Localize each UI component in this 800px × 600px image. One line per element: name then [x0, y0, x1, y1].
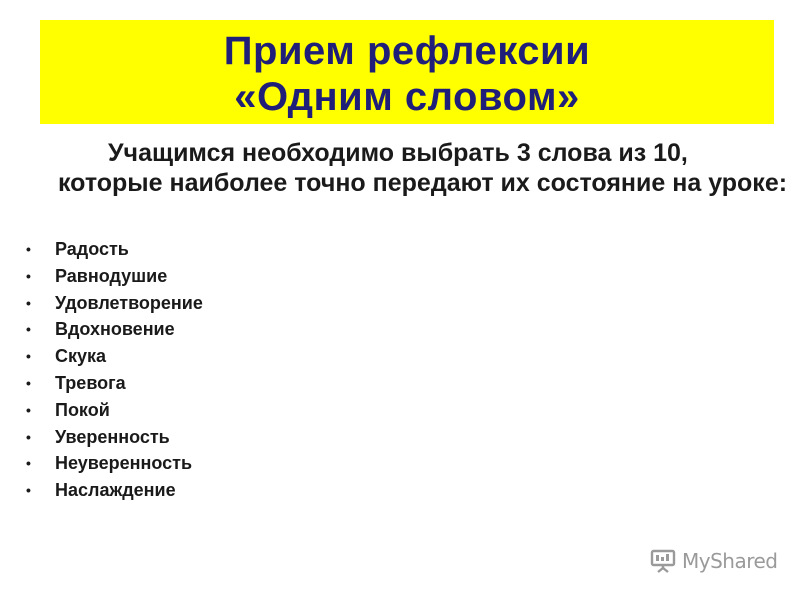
bullet-icon: • — [26, 401, 31, 418]
list-item — [22, 316, 203, 343]
bullet-icon: • — [26, 482, 31, 499]
slide-title-line-1: Прием рефлексии — [223, 29, 591, 73]
list-item-label: Уверенность — [55, 426, 170, 447]
bullet-icon: • — [26, 294, 31, 311]
emotion-word-list — [22, 236, 203, 504]
list-item — [22, 450, 203, 477]
title-banner — [40, 20, 774, 124]
list-item-label: Неуверенность — [55, 453, 193, 474]
list-item — [22, 290, 203, 317]
list-item-label: Равнодушие — [55, 265, 168, 286]
bullet-icon: • — [26, 455, 31, 472]
myshared-watermark — [650, 546, 778, 576]
slide-title-line-2: «Одним словом» — [234, 75, 580, 119]
list-item — [22, 263, 203, 290]
list-item-label: Скука — [55, 346, 107, 367]
list-item — [22, 397, 203, 424]
bullet-icon: • — [26, 428, 31, 445]
bullet-icon: • — [26, 374, 31, 391]
list-item — [22, 477, 203, 504]
list-item-label: Наслаждение — [55, 480, 176, 501]
bullet-icon: • — [26, 321, 31, 338]
bullet-icon: • — [26, 241, 31, 257]
bullet-icon: • — [26, 267, 31, 284]
presentation-board-icon — [650, 548, 676, 574]
watermark-text: MyShared — [682, 549, 778, 573]
list-item — [22, 424, 203, 451]
list-item-label: Тревога — [55, 372, 126, 393]
list-item-label: Удовлетворение — [55, 292, 203, 313]
list-item — [22, 343, 203, 370]
list-item-label: Покой — [55, 399, 110, 420]
list-item — [22, 370, 203, 397]
intro-paragraph — [58, 138, 798, 198]
list-item — [22, 236, 203, 263]
list-item-label: Радость — [55, 239, 129, 259]
list-item-label: Вдохновение — [55, 319, 175, 340]
bullet-icon: • — [26, 348, 31, 365]
intro-text: Учащимся необходимо выбрать 3 слова из 10, которые наиболее точно передают их состояние на уроке: — [58, 139, 788, 197]
